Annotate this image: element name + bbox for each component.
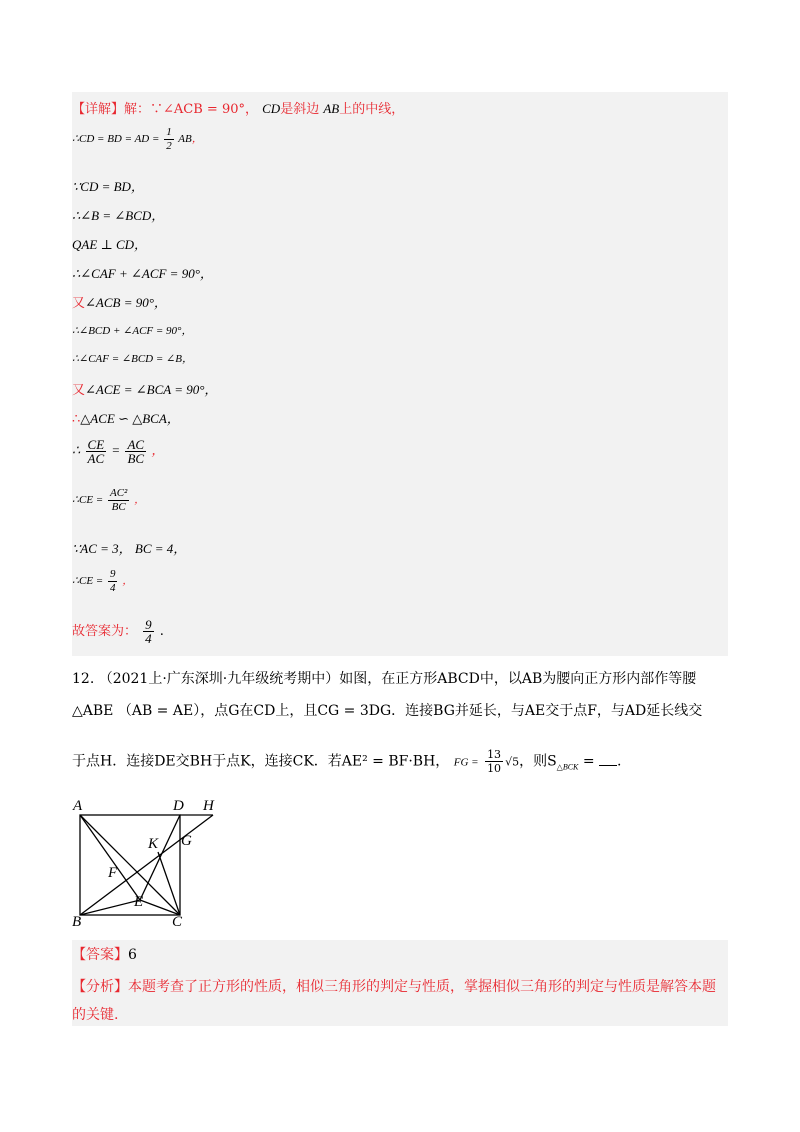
solution-line-5: QAE ⊥ CD， <box>72 237 148 252</box>
answer-tag: 【答案】 <box>72 947 128 963</box>
solution-line-3: ∵CD = BD， <box>72 179 144 194</box>
question-line-2: △ABE （AB = AE），点G在CD上，且CG = 3DG．连接BG并延长，与AE交于点F，与AD延长线交 <box>72 703 703 719</box>
solution-line-15: ∴CE = $\frac{9}{4}$ ， <box>72 568 134 594</box>
solution-line-9: ∴∠CAF = ∠BCD = ∠B， <box>72 353 193 365</box>
detail-tag: 【详解】 <box>72 102 125 117</box>
label-a: A <box>73 798 83 814</box>
segment-ec <box>140 900 180 915</box>
solution-line-13: ∴CE = $\frac{\text{AC²}}{BC}$ ， <box>72 487 146 513</box>
segment-bh <box>80 815 213 915</box>
segment-kc <box>158 852 180 915</box>
label-h: H <box>203 798 214 814</box>
answer-line <box>72 944 137 964</box>
geometry-figure <box>70 795 260 930</box>
question-line-3: 于点H．连接DE交BH于点K，连接CK．若AE² = BF·BH， FG = $\frac{13}{10}$ √5，则$S_{\triangle BCK}$ = . <box>72 748 622 775</box>
solution-line-6: ∴∠CAF + ∠ACF = 90°， <box>72 266 213 281</box>
label-g: G <box>181 833 192 849</box>
analysis-line-1: 【分析】本题考查了正方形的性质，相似三角形的判定与性质，掌握相似三角形的判定与性质是解答本题 <box>72 979 716 995</box>
segment-ac <box>80 815 180 915</box>
analysis-line-2: 的关键. <box>72 1007 119 1023</box>
answer-blank <box>599 765 617 766</box>
solution-line-4: ∴∠B = ∠BCD， <box>72 208 165 223</box>
solution-line-2: ∴CD = BD = AD = $\frac{1}{2}$ AB， <box>72 126 203 152</box>
solution-line-11: ∴△ACE ∽ △BCA， <box>72 411 180 427</box>
solution-line-14: ∵AC = 3， BC = 4， <box>72 541 187 556</box>
solution-line-8: ∴∠BCD + ∠ACF = 90°， <box>72 325 193 337</box>
solution-line-10: 又∠ACE = ∠BCA = 90°， <box>72 382 218 398</box>
label-c: C <box>172 914 183 930</box>
solution-box <box>72 92 728 656</box>
analysis-tag: 【分析】 <box>72 979 128 995</box>
label-b: B <box>72 914 82 930</box>
segment-ae <box>80 815 140 900</box>
solution-line-12: ∴ $\frac{CE}{AC}$ = $\frac{AC}{BC}$ ， <box>72 437 165 466</box>
solution-line-7: 又∠ACB = 90°， <box>72 295 167 311</box>
label-f: F <box>108 865 118 881</box>
label-k: K <box>148 836 159 852</box>
solution-line-16: 故答案为： $\frac{9}{4}$ . <box>72 617 164 646</box>
solution-line-1: 【详解】解：∵∠ACB = 90°， CD是斜边 AB上的中线， <box>72 101 405 117</box>
label-d: D <box>173 798 184 814</box>
label-e: E <box>134 894 144 910</box>
answer-value: 6 <box>128 947 137 963</box>
fraction-one-half: $\frac{1}{2}$ <box>166 126 172 152</box>
question-line-1: 12. （2021上·广东深圳·九年级统考期中）如图，在正方形ABCD中，以AB为腰向正方形内部作等腰 <box>72 671 697 687</box>
